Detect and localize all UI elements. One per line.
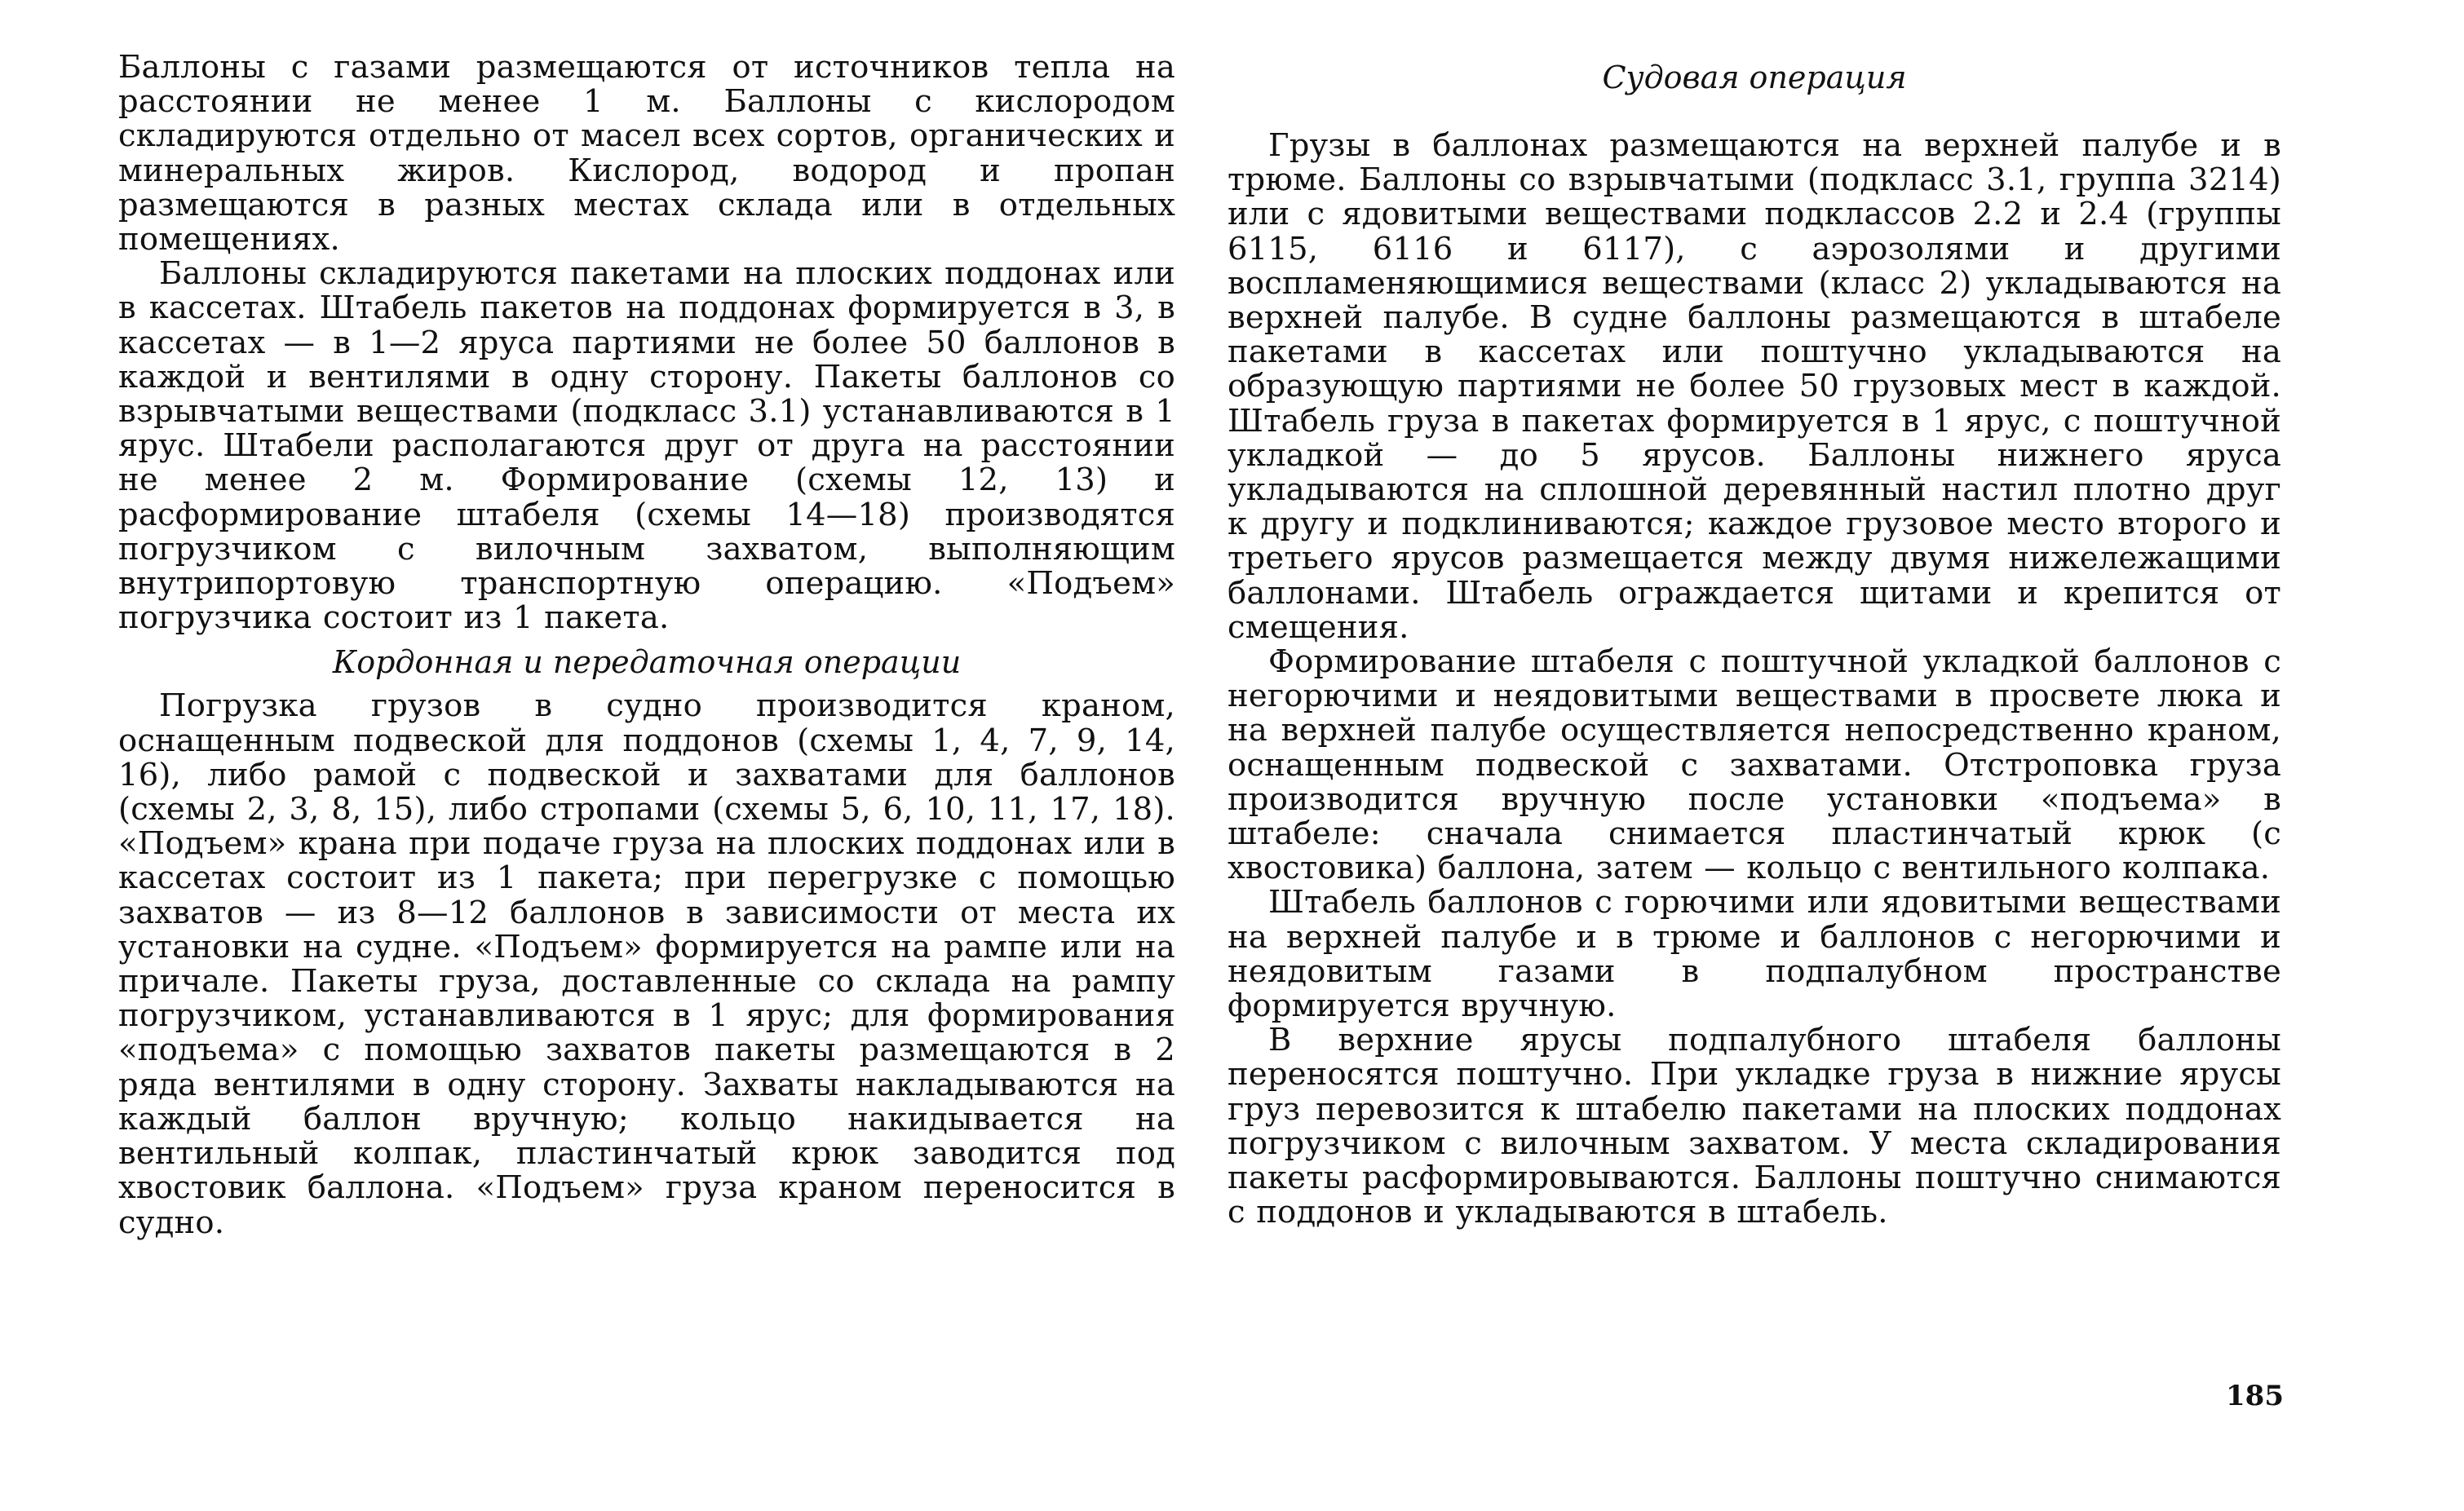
left-paragraph-3: Погрузка грузов в судно производится краном, оснащенным подвеской для поддонов (схемы 1, 4, 7, 9, 14, 16), либо рамой с подвеской и захватами для баллонов (схемы 2, 3, 8, 15), либо стропами (схемы 5, 6, 10, 11, 17, 18). «Подъем» крана при подаче груза на плоских поддонах или в кассетах состоит из 1 пакета; при перегрузке с помощью захватов — из 8—12 баллонов в зависимости от места их установки на судне. «Подъем» формируется на рампе или на причале. Пакеты груза, доставленные со склада на рампу погрузчиком, устанавливаются в 1 ярус; для формирования «подъема» с помощью захватов пакеты размещаются в 2 ряда вентилями в одну сторону. Захваты накладываются на каждый баллон вручную; кольцо накидывается на вентильный колпак, пластинчатый крюк заводится под хвостовик баллона. «Подъем» груза краном переносится в судно. (118, 687, 1175, 1241)
left-paragraph-2: Баллоны складируются пакетами на плоских поддонах или в кассетах. Штабель пакетов на поддонах формируется в 3, в кассетах — в 1—2 яруса партиями не более 50 баллонов в каждой и вентилями в одну сторону. Пакеты баллонов со взрывчатыми веществами (подкласс 3.1) устанавливаются в 1 ярус. Штабели располагаются друг от друга на расстоянии не менее 2 м. Формирование (схемы 12, 13) и расформирование штабеля (схемы 14—18) производятся погрузчиком с вилочным захватом, выполняющим внутрипортовую транспортную операцию. «Подъем» погрузчика состоит из 1 пакета. (118, 255, 1175, 637)
right-column (1228, 129, 2281, 1230)
section-heading-cordon: Кордонная и передаточная операции (332, 644, 962, 681)
right-paragraph-2: Формирование штабеля с поштучной укладкой баллонов с негорючими и неядовитыми веществами в просвете люка и на верхней палубе осуществляется непосредственно краном, оснащенным подвеской с захватами. Отстроповка груза производится вручную после установки «подъема» в штабеле: сначала снимается пластинчатый крюк (с хвостовика) баллона, затем — кольцо с вентильного колпака. (1228, 643, 2281, 887)
page-number: 185 (2226, 1380, 2284, 1412)
left-column (118, 51, 1175, 1240)
right-paragraph-1: Грузы в баллонах размещаются на верхней палубе и в трюме. Баллоны со взрывчатыми (подкласс 3.1, группа 3214) или с ядовитыми веществами подклассов 2.2 и 2.4 (группы 6115, 6116 и 6117), с аэрозолями и другими воспламеняющимися веществами (класс 2) укладываются на верхней палубе. В судне баллоны размещаются в штабеле пакетами в кассетах или поштучно укладываются на образующую партиями не более 50 грузовых мест в каждой. Штабель груза в пакетах формируется в 1 ярус, с поштучной укладкой — до 5 ярусов. Баллоны нижнего яруса укладываются на сплошной деревянный настил плотно друг к другу и подклиниваются; каждое грузовое место второго и третьего ярусов размещается между двумя нижележащими баллонами. Штабель ограждается щитами и крепится от смещения. (1228, 127, 2281, 646)
right-paragraph-4: В верхние ярусы подпалубного штабеля баллоны переносятся поштучно. При укладке груза в нижние ярусы груз перевозится к штабелю пакетами на плоских поддонах погрузчиком с вилочным захватом. У места складирования пакеты расформировываются. Баллоны поштучно снимаются с поддонов и укладываются в штабель. (1228, 1022, 2281, 1231)
left-paragraph-1: Баллоны с газами размещаются от источников тепла на расстоянии не менее 1 м. Баллоны с кислородом складируются отдельно от масел всех сортов, органических и минеральных жиров. Кислород, водород и пропан размещаются в разных местах склада или в отдельных помещениях. (118, 49, 1175, 258)
right-paragraph-3: Штабель баллонов с горючими или ядовитыми веществами на верхней палубе и в трюме и баллонов с негорючими и неядовитым газами в подпалубном пространстве формируется вручную. (1228, 884, 2281, 1025)
section-heading-ship: Судовая операция (1602, 60, 1907, 95)
